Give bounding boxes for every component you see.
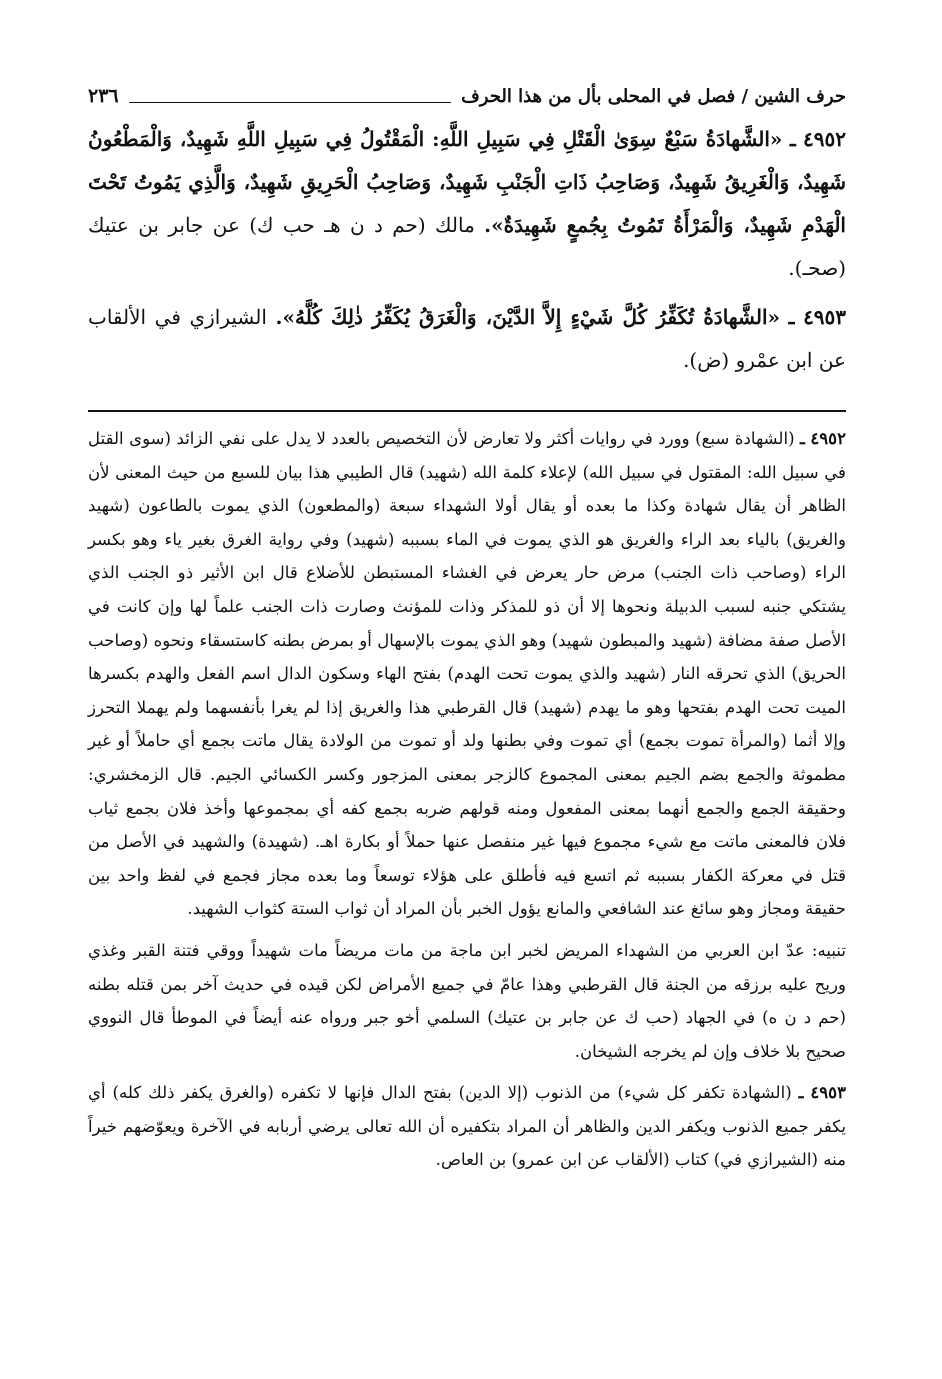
- hadith-source: الشيرازي في الألقاب عن ابن عمْرو (ض).: [88, 305, 846, 372]
- header-rule: [129, 102, 452, 103]
- hadith-entry: [88, 118, 846, 290]
- commentary-number: ٤٩٥٣: [810, 1082, 847, 1103]
- page-number: ٢٣٦: [88, 85, 119, 107]
- hadith-text: «الشَّهادَةُ تُكَفِّرُ كُلَّ شَيْءٍ إِلاَّ الدَّيْنَ، وَالْغَرَقُ يُكَفِّرُ ذٰلِكَ كُلَّهُ».: [275, 305, 781, 329]
- commentary-dash: ـ: [798, 1082, 804, 1103]
- commentary-paragraph: [88, 1076, 846, 1177]
- hadith-source: مالك (حم د ن هـ حب ك) عن جابر بن عتيك (صحـ).: [88, 213, 846, 280]
- book-page: [88, 78, 846, 1368]
- running-head: [88, 78, 846, 114]
- commentary-text: تنبيه: عدّ ابن العربي من الشهداء المريض لخبر ابن ماجة من مات مريضاً مات شهيداً ووقي فتنة القبر وغذي وريح عليه برزقه من الجنة قال القرطبي وهذا عامّ في جميع الأمراض لكن قيده في حديث آخر بمن قتله بطنه (حم د ن ه) في الجهاد (حب ك عن جابر بن عتيك) السلمي أخو جبر ورواه عنه أيضاً في الموطأ قال النووي صحيح بلا خلاف وإن لم يخرجه الشيخان.: [88, 940, 846, 1061]
- commentary-text: (الشهادة سبع) وورد في روايات أكثر ولا تعارض لأن التخصيص بالعدد لا يدل على نفي الزائد (سوى القتل في سبيل الله: المقتول في سبيل الله) لإعلاء كلمة الله (شهيد) قال الطيبي هذا بيان للسبع من حيث المعنى لأن الظاهر أن يقال شهادة وكذا ما بعده أو يقال أولا الشهداء سبعة (والمطعون) الذي يموت بالطاعون (شهيد والغريق) بالياء بعد الراء والغريق هو الذي يموت في الماء بسببه (شهيد) وفي رواية الغرق بغير ياء وهو بكسر الراء (وصاحب ذات الجنب) مرض حار يعرض في الغشاء المستبطن للأضلاع قال ابن الأثير ذو الجنب الذي يشتكي جنبه لسبب الدبيلة ونحوها إلا أن ذو للمذكر وذات للمؤنث وصارت ذات الجنب علماً لها وإن كانت في الأصل صفة مضافة (شهيد والمبطون شهيد) وهو الذي يموت بالإسهال أو بمرض بطنه كاستسقاء ونحوه (وصاحب الحريق) الذي تحرقه النار (شهيد والذي يموت تحت الهدم) بفتح الهاء وسكون الدال اسم الفعل والهدم بكسرها الميت تحت الهدم بفتحها وهو ما يهدم (شهيد) قال القرطبي هذا والغريق إذا لم يغرا بأنفسهما ولم يهملا التحرز وإلا أثما (والمرأة تموت بجمع) أي تموت وفي بطنها ولد أو تموت من الولادة يقال ماتت بجمع أي حاملاً أو غير مطموثة والجمع بضم الجيم بمعنى المجموع كالزجر بمعنى المزجور وكسر الكسائي الجيم. قال الزمخشري: وحقيقة الجمع والجمع أنهما بمعنى المفعول ومنه قولهم ضربه بجمع كفه أي بمجموعها وأخذ فلان بجمع ثياب فلان فالمعنى ماتت مع شيء مجموع فيها غير منفصل عنها حملاً أو بكارة اهـ. (شهيدة) والشهيد في الأصل من قتل في معركة الكفار بسببه ثم اتسع فيه فأطلق على هؤلاء توسعاً وما بعده مجاز فجمع في لفظ واحد بين حقيقة ومجاز وهو سائغ عند الشافعي والمانع يؤول الخبر بأن المراد أن ثواب الستة كثواب الشهيد.: [88, 429, 846, 919]
- chapter-title: حرف الشين / فصل في المحلى بأل من هذا الحرف: [461, 85, 846, 107]
- hadith-dash: ـ: [788, 305, 795, 329]
- hadith-number: ٤٩٥٣: [803, 305, 847, 329]
- hadith-number: ٤٩٥٢: [803, 127, 847, 151]
- hadith-text: «الشَّهادَةُ سَبْعٌ سِوَىٰ الْقَتْلِ فِي سَبِيلِ اللَّهِ: الْمَقْتُولُ فِي سَبِيلِ اللَّهِ شَهِيدٌ، وَالْمَطْعُونُ شَهِيدٌ، وَالْغَرِيقُ شَهِيدٌ، وَصَاحِبُ ذَاتِ الْجَنْبِ شَهِيدٌ، وَصَاحِبُ الْحَرِيقِ شَهِيدٌ، وَالَّذِي يَمُوتُ تَحْتَ الْهَدْمِ شَهِيدٌ، وَالْمَرْأَةُ تَمُوتُ بِجُمعٍ شَهِيدَةٌ».: [88, 127, 846, 237]
- footnote-divider: [88, 410, 846, 412]
- hadith-entry: [88, 296, 846, 382]
- commentary-text: (الشهادة تكفر كل شيء) من الذنوب (إلا الدين) بفتح الدال فإنها لا تكفره (والغرق يكفر ذلك كله) أي يكفر جميع الذنوب ويكفر الدين والظاهر أن المراد بتكفيره أن الله تعالى يرضي أربابه في الآخرة ويعوّضهم خيراً منه (الشيرازي في) كتاب (الألقاب عن ابن عمرو) بن العاص.: [88, 1083, 847, 1170]
- commentary-paragraph: [88, 422, 846, 926]
- commentary-note: [88, 934, 846, 1068]
- hadith-dash: ـ: [789, 127, 796, 151]
- commentary-dash: ـ: [800, 428, 805, 448]
- commentary-number: ٤٩٥٢: [810, 428, 847, 448]
